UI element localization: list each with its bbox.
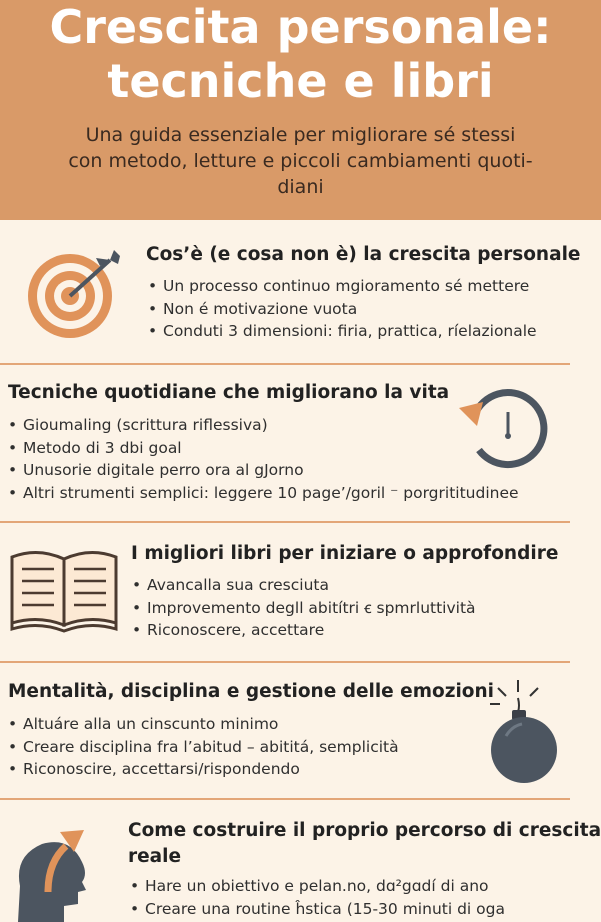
open-book-icon (8, 543, 120, 633)
list-item: • Improvemento degll abitítri ꞓ spmrluttività (132, 597, 476, 620)
list-item: • Creare disciplina fra l’abitud – abititá, semplicità (8, 736, 399, 759)
section-3-list (132, 574, 476, 642)
list-item: • Riconoscire, accettarsi/rispondendo (8, 758, 399, 781)
clock-refresh-icon (455, 384, 555, 476)
section-5-list (130, 875, 505, 920)
list-item: • Altri strumenti semplici: leggere 10 page’/goril ⁻ porgrititudinee (8, 482, 519, 505)
subtitle-line-2: con metodo, letture e piccoli cambiamenti quoti- (68, 150, 533, 172)
list-item: • Riconoscere, accettare (132, 619, 476, 642)
list-item: • Avancalla sua cresciuta (132, 574, 476, 597)
subtitle-line-1: Una guida essenziale per migliorare sé stessi (85, 124, 516, 146)
list-item: • Gioumaling (scrittura riflessiva) (8, 414, 519, 437)
section-divider (0, 521, 570, 523)
section-3-title: I migliori libri per iniziare o approfondire (131, 543, 559, 564)
list-item: • Conduti 3 dimensioni: firia, prattica, ríelazionale (148, 320, 537, 343)
section-divider (0, 363, 570, 365)
section-2-list (8, 414, 519, 504)
section-5-title-line-2: reale (128, 846, 182, 867)
header-banner (0, 0, 601, 220)
list-item: • Altuáre alla un cinscunto minimo (8, 713, 399, 736)
list-item: • Hare un obiettivo e pelan.no, dɑ²gɑdí di ano (130, 875, 505, 898)
section-5-title-line-1: Come costruire il proprio percorso di crescita (128, 820, 601, 841)
head-growth-arrow-icon (8, 816, 112, 922)
title-line-1: Crescita personale: (49, 0, 552, 54)
section-2-title: Tecniche quotidiane che migliorano la vita (8, 382, 450, 403)
subtitle-line-3: diani (277, 176, 324, 198)
section-divider (0, 798, 570, 800)
section-4-title: Mentalità, disciplina e gestione delle emozioni (8, 681, 495, 702)
title-line-2: tecniche e libri (107, 54, 494, 108)
page-title (0, 0, 601, 108)
list-item: • Un processo continuo mgioramento sé mettere (148, 275, 537, 298)
bomb-icon (480, 676, 570, 786)
section-1-list (148, 275, 537, 343)
section-5-title (128, 818, 601, 870)
list-item: • Unusorie digitale perro ora al gJorno (8, 459, 519, 482)
list-item: • Non é motivazione vuota (148, 298, 537, 321)
section-4-list (8, 713, 399, 781)
page-subtitle (40, 122, 561, 200)
list-item: • Metodo di 3 dbi goal (8, 437, 519, 460)
list-item: • Creare una routine ĥstica (15-30 minuti di oga (130, 898, 505, 921)
target-icon (14, 244, 124, 344)
section-1-title: Cos’è (e cosa non è) la crescita personale (146, 244, 581, 265)
section-divider (0, 661, 570, 663)
